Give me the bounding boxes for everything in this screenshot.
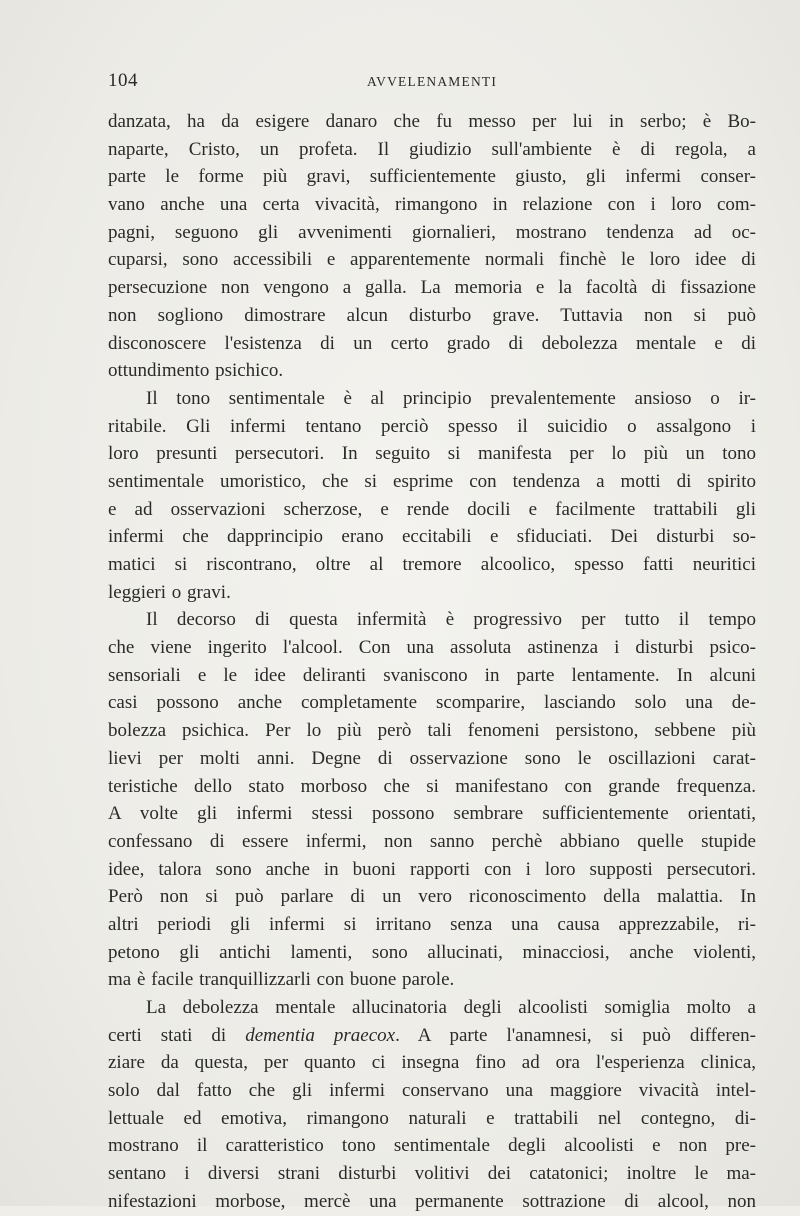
text-line: naparte, Cristo, un profeta. Il giudizio sull'ambiente è di regola, a [108,138,756,160]
text-line: vano anche una certa vivacità, rimangono in relazione con i loro com- [108,194,756,216]
text-line: idee, talora sono anche in buoni rapporti con i loro supposti persecutori. [108,858,756,880]
text-line: danzata, ha da esigere danaro che fu messo per lui in serbo; è Bo- [108,111,756,132]
paragraph-4 [108,994,756,1216]
paragraph-3 [108,606,756,994]
running-title: AVVELENAMENTI [366,74,498,89]
paragraph-1 [108,108,756,385]
text-line: ziare da questa, per quanto ci insegna fino ad ora l'esperienza clinica, [108,1052,756,1074]
text-line: pagni, seguono gli avvenimenti giornalieri, mostrano tendenza ad oc- [108,221,756,243]
text-line: Però non si può parlare di un vero riconoscimento della malattia. In [108,886,756,908]
text-line: disconoscere l'esistenza di un certo grado di debolezza mentale e di [108,332,756,354]
text-line: parte le forme più gravi, sufficientemente giusto, gli infermi conser- [108,166,756,188]
body-text [108,108,756,1216]
text-line: La debolezza mentale allucinatoria degli alcoolisti somiglia molto a [146,997,756,1018]
text-line: sentano i diversi strani disturbi volitivi dei catatonici; inoltre le ma- [108,1163,756,1185]
text-line: solo dal fatto che gli infermi conservano una maggiore vivacità intel- [108,1080,756,1102]
text-line: sentimentale umoristico, che si esprime con tendenza a motti di spirito [108,470,756,492]
text-line: casi possono anche completamente scomparire, lasciando solo una de- [108,692,756,714]
text-line: confessano di essere infermi, non sanno perchè abbiano quelle stupide [108,830,756,852]
text-line: Il tono sentimentale è al principio prevalentemente ansioso o ir- [146,387,756,409]
text-line: che viene ingerito l'alcool. Con una assoluta astinenza i disturbi psico- [108,637,756,659]
text-line: loro presunti persecutori. In seguito si manifesta per lo più un tono [108,443,756,465]
text-line: ritabile. Gli infermi tentano perciò spesso il suicidio o assalgono i [108,415,756,437]
text-line: e ad osservazioni scherzose, e rende docili e facilmente trattabili gli [108,498,756,520]
text-line: altri periodi gli infermi si irritano senza una causa apprezzabile, ri- [108,913,756,935]
italic-term: dementia praecox [245,1024,396,1046]
text-line: Il decorso di questa infermità è progressivo per tutto il tempo [146,609,756,631]
text-line: bolezza psichica. Per lo più però tali fenomeni persistono, sebbene più [108,720,756,742]
text-line: leggieri o gravi. [108,581,231,603]
text-line: lettuale ed emotiva, rimangono naturali e trattabili nel contegno, di- [108,1107,756,1129]
text-line: mostrano il caratteristico tono sentimentale degli alcoolisti e non pre- [108,1135,756,1157]
text-line [108,1022,756,1050]
text-line: nifestazioni morbose, mercè una permanente sottrazione di alcool, non [108,1190,756,1212]
text-line: matici si riscontrano, oltre al tremore alcoolico, spesso fatti neuritici [108,554,756,575]
text-segment: certi stati di [108,1024,246,1046]
text-line: infermi che dapprincipio erano eccitabili e sfiduciati. Dei disturbi so- [108,526,756,548]
text-line: ottundimento psichico. [108,360,284,382]
text-line: persecuzione non vengono a galla. La memoria e la facoltà di fissazione [108,277,756,299]
text-line: non sogliono dimostrare alcun disturbo grave. Tuttavia non si può [108,304,756,326]
text-line: petono gli antichi lamenti, sono allucinati, minacciosi, anche violenti, [108,941,756,963]
text-line: cuparsi, sono accessibili e apparentemente normali finchè le loro idee di [108,249,756,271]
text-segment: . A parte l'anamnesi, si può differen- [395,1024,756,1046]
text-line: ma è facile tranquillizzarli con buone parole. [108,969,455,991]
paragraph-2 [108,385,756,607]
text-line: sensoriali e le idee deliranti svaniscono in parte lentamente. In alcuni [108,664,756,686]
text-line: lievi per molti anni. Degne di osservazione sono le oscillazioni carat- [108,747,756,769]
running-head [108,70,756,100]
page-number: 104 [108,70,138,91]
text-line: teristiche dello stato morboso che si manifestano con grande frequenza. [108,775,756,797]
text-line: A volte gli infermi stessi possono sembrare sufficientemente orientati, [108,803,756,825]
